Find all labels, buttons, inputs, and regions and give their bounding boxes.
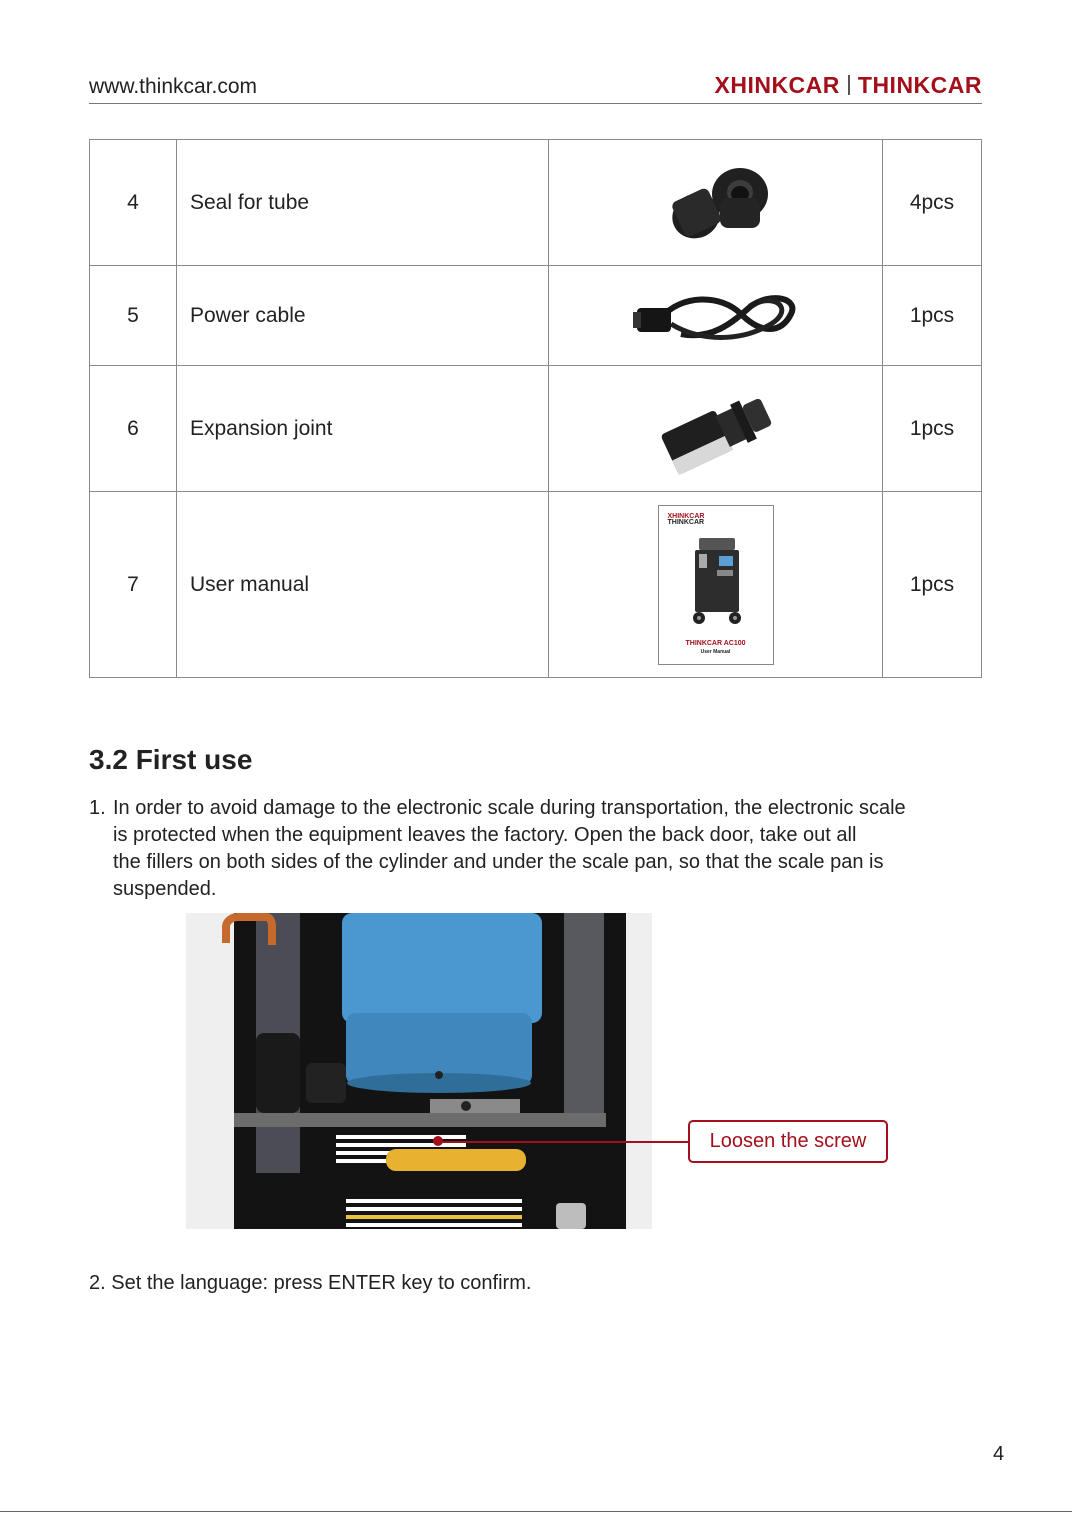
scale-interior-illustration: [186, 913, 652, 1229]
step-1-line: the fillers on both sides of the cylinder and under the scale pan, so that the scale pan is: [113, 851, 884, 873]
step-1-text: [89, 795, 989, 903]
row-qty: 4pcs: [883, 140, 982, 266]
brand-left: XHINKCAR: [714, 72, 840, 98]
row-number: 5: [90, 266, 177, 366]
step-1-line: suspended.: [113, 878, 217, 900]
parts-table: [89, 139, 982, 678]
callout-leader-line: [438, 1141, 688, 1143]
row-qty: 1pcs: [883, 492, 982, 678]
header-url: www.thinkcar.com: [89, 75, 258, 98]
row-name: Expansion joint: [177, 366, 549, 492]
table-row: [90, 266, 982, 366]
row-number: 4: [90, 140, 177, 266]
expansion-joint-icon: [651, 379, 781, 479]
row-image: [549, 266, 883, 366]
table-row: [90, 366, 982, 492]
row-qty: 1pcs: [883, 266, 982, 366]
page-number: 4: [993, 1443, 1005, 1465]
table-row: [90, 492, 982, 678]
header-divider: [89, 103, 982, 104]
row-name: User manual: [177, 492, 549, 678]
step-1-line: is protected when the equipment leaves the factory. Open the back door, take out all: [113, 824, 857, 846]
callout-label: Loosen the screw: [688, 1120, 888, 1163]
manual-model: THINKCAR AC100: [685, 639, 746, 647]
row-number: 7: [90, 492, 177, 678]
manual-brand-top: XHINKCAR: [667, 512, 705, 520]
step-1-line: In order to avoid damage to the electronic scale during transportation, the electronic scale: [113, 797, 906, 819]
row-name: Seal for tube: [177, 140, 549, 266]
table-row: [90, 140, 982, 266]
row-qty: 1pcs: [883, 366, 982, 492]
user-manual-cover-icon: [658, 505, 774, 665]
row-image: [549, 140, 883, 266]
row-image: [549, 492, 883, 678]
row-image: [549, 366, 883, 492]
row-name: Power cable: [177, 266, 549, 366]
brand-right: THINKCAR: [857, 72, 982, 98]
step-2-text: 2. Set the language: press ENTER key to confirm.: [89, 1272, 532, 1294]
footer-divider: [0, 1511, 1072, 1512]
brand-logo: [715, 72, 983, 99]
step-1-marker: 1.: [89, 797, 106, 819]
rubber-seal-icon: [656, 158, 776, 248]
ac-machine-illustration: [689, 534, 745, 626]
callout-pointer-dot: [433, 1136, 443, 1146]
section-title: 3.2 First use: [89, 744, 253, 775]
brand-separator: [848, 75, 850, 95]
power-cable-icon: [631, 284, 801, 348]
manual-subtitle: User Manual: [700, 648, 731, 655]
manual-brand-bottom: THINKCAR: [667, 518, 705, 526]
row-number: 6: [90, 366, 177, 492]
